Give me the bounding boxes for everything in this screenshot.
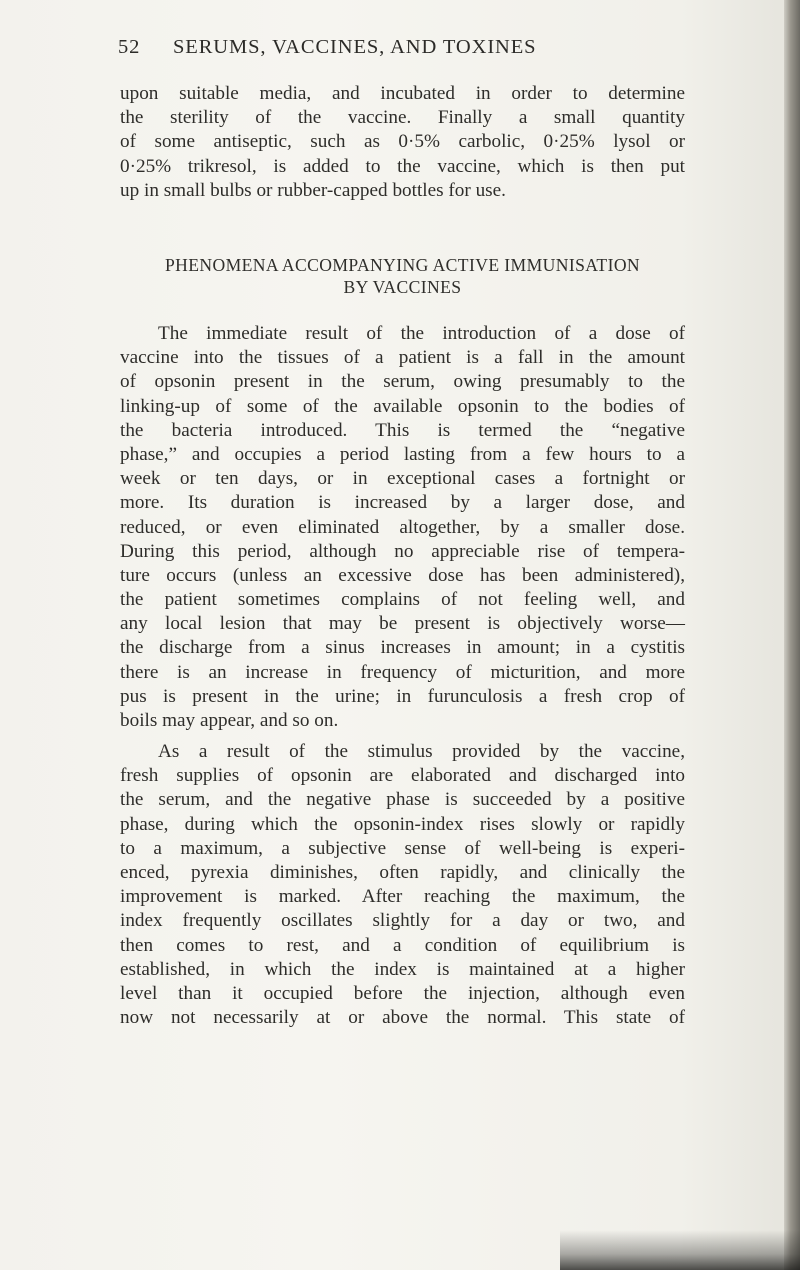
text-line: ture occurs (unless an excessive dose has been administered),	[120, 564, 685, 586]
text-line: level than it occupied before the injection, although even	[120, 982, 685, 1004]
section-heading-line-2: BY VACCINES	[343, 277, 462, 297]
text-line: 0·25% trikresol, is added to the vaccine, which is then put	[120, 155, 685, 177]
text-line: there is an increase in frequency of micturition, and more	[120, 661, 685, 683]
section-heading	[120, 254, 685, 298]
book-spine-edge	[784, 0, 800, 1270]
text-line: linking-up of some of the available opsonin to the bodies of	[120, 395, 685, 417]
text-line: the discharge from a sinus increases in amount; in a cystitis	[120, 637, 685, 659]
text-line: vaccine into the tissues of a patient is a fall in the amount	[120, 347, 685, 369]
text-line: the patient sometimes complains of not feeling well, and	[120, 589, 685, 611]
text-line: phase,” and occupies a period lasting from a few hours to a	[120, 443, 685, 465]
text-line: The immediate result of the introduction of a dose of	[158, 323, 685, 344]
text-line: the serum, and the negative phase is succeeded by a positive	[120, 789, 685, 811]
text-line: established, in which the index is maintained at a higher	[120, 958, 685, 980]
paragraph-positive-phase	[120, 740, 685, 1030]
page-number: 52	[118, 36, 141, 58]
text-line: boils may appear, and so on.	[120, 710, 339, 731]
text-line: the sterility of the vaccine. Finally a small quantity	[120, 107, 685, 129]
text-line: enced, pyrexia diminishes, often rapidly, and clinically the	[120, 861, 685, 883]
text-line: of some antiseptic, such as 0·5% carbolic, 0·25% lysol or	[120, 131, 685, 153]
text-line: pus is present in the urine; in furunculosis a fresh crop of	[120, 685, 685, 707]
text-line: more. Its duration is increased by a larger dose, and	[120, 492, 685, 514]
text-line: to a maximum, a subjective sense of well-being is experi-	[120, 837, 685, 859]
text-line: During this period, although no appreciable rise of tempera-	[120, 540, 685, 562]
text-line: up in small bulbs or rubber-capped bottles for use.	[120, 179, 506, 201]
page-header	[118, 36, 678, 62]
text-line: As a result of the stimulus provided by the vaccine,	[158, 741, 685, 762]
text-line: fresh supplies of opsonin are elaborated and discharged into	[120, 765, 685, 787]
paragraph-sterility	[120, 82, 685, 203]
text-line: reduced, or even eliminated altogether, by a smaller dose.	[120, 516, 685, 538]
text-line: now not necessarily at or above the normal. This state of	[120, 1007, 685, 1029]
text-line: upon suitable media, and incubated in order to determine	[120, 83, 685, 104]
text-line: then comes to rest, and a condition of equilibrium is	[120, 934, 685, 956]
paragraph-negative-phase	[120, 322, 685, 733]
text-line: improvement is marked. After reaching the maximum, the	[120, 886, 685, 908]
section-heading-line-1: PHENOMENA ACCOMPANYING ACTIVE IMMUNISATION	[164, 255, 641, 275]
text-line: of opsonin present in the serum, owing presumably to the	[120, 371, 685, 393]
text-line: week or ten days, or in exceptional cases a fortnight or	[120, 468, 685, 490]
running-title: SERUMS, VACCINES, AND TOXINES	[173, 36, 537, 58]
text-line: index frequently oscillates slightly for a day or two, and	[120, 910, 685, 932]
page-corner-shadow	[560, 1230, 800, 1270]
text-line: phase, during which the opsonin-index rises slowly or rapidly	[120, 813, 685, 835]
text-line: the bacteria introduced. This is termed the “negative	[120, 419, 685, 441]
text-line: any local lesion that may be present is objectively worse—	[120, 613, 685, 635]
